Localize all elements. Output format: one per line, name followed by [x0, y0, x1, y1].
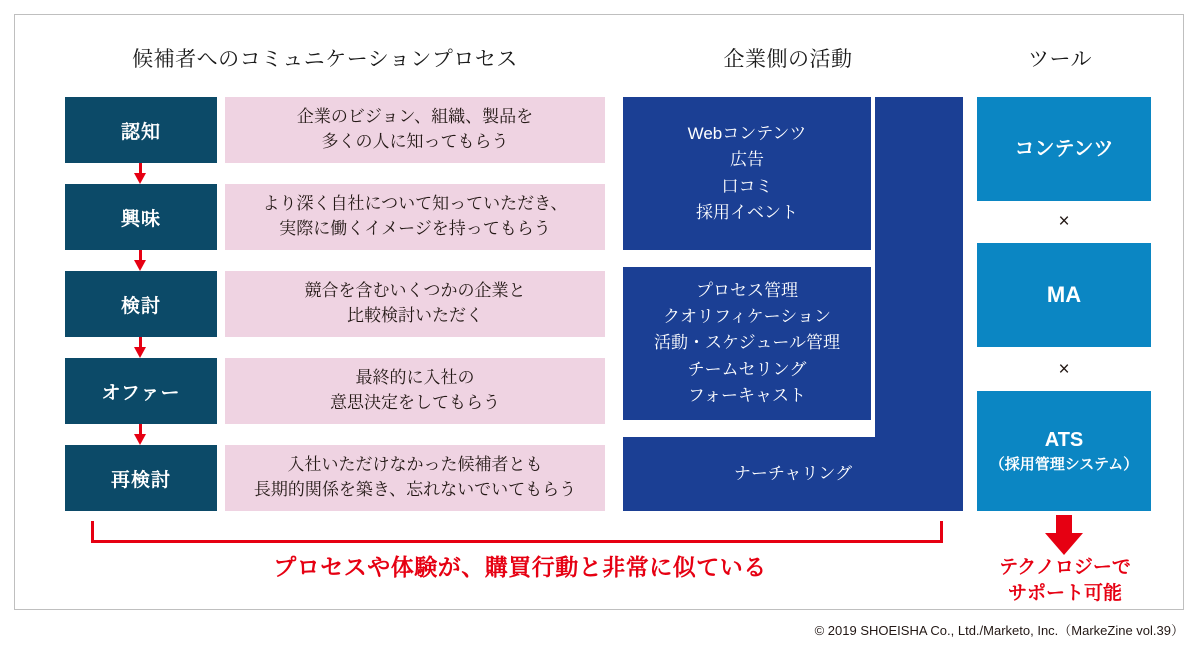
arrow-down-icon	[134, 163, 148, 184]
copyright-notice: © 2019 SHOEISHA Co., Ltd./Marketo, Inc.（MarkeZine vol.39）	[814, 623, 1184, 638]
stage-box-interest: 興味	[65, 184, 217, 250]
arrow-down-icon	[134, 250, 148, 271]
tool-label: MA	[1046, 281, 1082, 307]
stage-description-reconsideration: 入社いただけなかった候補者とも 長期的関係を築き、忘れないでいてもらう	[225, 445, 605, 511]
activity-box-top: Webコンテンツ 広告 口コミ 採用イベント	[623, 97, 871, 250]
stage-description-interest: より深く自社について知っていただき、 実際に働くイメージを持ってもらう	[225, 184, 605, 250]
column-header-tool: ツール	[1027, 48, 1093, 71]
summary-caption: プロセスや体験が、購買行動と非常に似ている	[273, 554, 767, 580]
tool-label: ATS	[1044, 429, 1084, 452]
stage-box-offer: オファー	[65, 358, 217, 424]
tool-label: コンテンツ	[1014, 138, 1114, 160]
tool-box-content	[977, 97, 1151, 201]
tool-box-ats	[977, 391, 1151, 511]
stage-box-reconsideration: 再検討	[65, 445, 217, 511]
tool-operator-icon: ×	[1058, 359, 1070, 380]
stage-description-consideration: 競合を含むいくつかの企業と 比較検討いただく	[225, 271, 605, 337]
summary-bracket	[91, 521, 943, 543]
arrow-down-large-icon	[1045, 515, 1083, 555]
arrow-down-icon	[134, 337, 148, 358]
tool-column-caption: テクノロジーで サポート可能	[999, 557, 1131, 604]
diagram-frame	[14, 14, 1184, 610]
stage-box-awareness: 認知	[65, 97, 217, 163]
tool-box-ma	[977, 243, 1151, 347]
tool-operator-icon: ×	[1058, 211, 1070, 232]
activity-box-bottom: ナーチャリング	[623, 437, 963, 511]
tool-sublabel: （採用管理システム）	[989, 456, 1139, 474]
stage-description-awareness: 企業のビジョン、組織、製品を 多くの人に知ってもらう	[225, 97, 605, 163]
activity-box-middle: プロセス管理 クオリフィケーション 活動・スケジュール管理 チームセリング フォーキャスト	[623, 267, 871, 420]
stage-description-offer: 最終的に入社の 意思決定をしてもらう	[225, 358, 605, 424]
arrow-down-icon	[134, 424, 148, 445]
activity-column-backdrop	[875, 97, 963, 437]
column-header-activity: 企業側の活動	[723, 48, 853, 71]
column-header-communication: 候補者へのコミュニケーションプロセス	[132, 48, 518, 71]
stage-box-consideration: 検討	[65, 271, 217, 337]
